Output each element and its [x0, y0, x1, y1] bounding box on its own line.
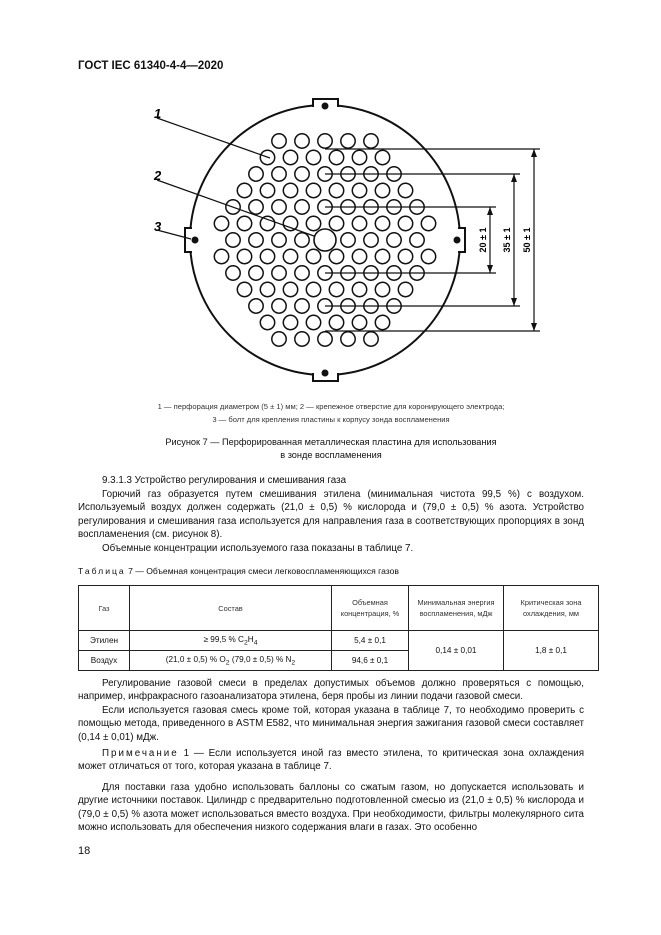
electrode-hole	[314, 229, 336, 251]
cell-gas: Воздух	[79, 651, 130, 671]
perforation-hole	[295, 200, 309, 214]
perforation-hole	[272, 167, 286, 181]
perforation-hole	[283, 249, 297, 263]
page-number: 18	[78, 845, 91, 857]
perforation-hole	[306, 150, 320, 164]
th-concentration: Объемная концентрация, %	[332, 586, 409, 631]
perforation-hole	[375, 216, 389, 230]
perforation-hole	[249, 233, 263, 247]
perforation-hole	[375, 315, 389, 329]
perforation-hole	[295, 233, 309, 247]
perforation-hole	[364, 233, 378, 247]
perforation-hole	[249, 299, 263, 313]
th-zone: Критическая зона охлаждения, мм	[504, 586, 599, 631]
paragraph-4: Если используется газовая смесь кроме той, которая указана в таблице 7, то необходимо проверить с помощью метода, приведенного в ASTM E582, что минимальная энергия зажигания газовой смеси составляет (0,14 ± 0,01) мДж.	[78, 705, 584, 743]
perforation-hole	[410, 233, 424, 247]
perforation-hole	[214, 216, 228, 230]
perforation-hole	[260, 249, 274, 263]
bolt-hole-right	[454, 237, 461, 244]
perforation-hole	[214, 249, 228, 263]
perforation-hole	[387, 233, 401, 247]
perforation-hole	[260, 315, 274, 329]
table-caption	[78, 566, 399, 576]
perforation-hole	[352, 150, 366, 164]
callout-2: 2	[154, 168, 162, 183]
section-heading: 9.3.1.3 Устройство регулирования и смешивания газа	[102, 475, 347, 486]
bolt-hole-left	[192, 237, 199, 244]
th-gas: Газ	[79, 586, 130, 631]
perforation-hole	[421, 249, 435, 263]
dim-label-35: 35 ± 1	[502, 227, 512, 253]
perforation-hole	[318, 134, 332, 148]
th-composition: Состав	[130, 586, 332, 631]
perforation-hole	[318, 332, 332, 346]
paragraph-3: Регулирование газовой смеси в пределах допустимых объемов должно проверяться с помощью, например, инфракрасного газоанализатора этилена, беря пробы из линии подачи газовой смеси.	[78, 678, 584, 703]
cell-composition: ≥ 99,5 % $C_2H_4$	[130, 631, 332, 651]
perforation-hole	[375, 282, 389, 296]
tab-hole-top	[322, 103, 329, 110]
perforation-hole	[295, 167, 309, 181]
perforation-hole	[306, 249, 320, 263]
perforation-hole	[306, 282, 320, 296]
paragraph-5: Для поставки газа удобно использовать баллоны со сжатым газом, но допускается использовать и другие источники поставок. Цилиндр с предварительно подготовленной смесью из (21,0 ± 0,5) % кислорода и (79,0 ± 0,5) % азота может использоваться вместо воздуха. При необходимости, фильтры молекулярного сита можно использовать для обеспечения низкого содержания влаги в газах. Это особенно	[78, 782, 584, 833]
figure-title	[78, 436, 584, 462]
tab-hole-bottom	[322, 370, 329, 377]
note	[78, 747, 584, 774]
perforation-hole	[237, 249, 251, 263]
perforation-hole	[272, 134, 286, 148]
perforation-hole	[249, 200, 263, 214]
perforation-hole	[421, 216, 435, 230]
perforation-hole	[329, 183, 343, 197]
perforation-hole	[237, 216, 251, 230]
perforation-hole	[272, 332, 286, 346]
paragraph-2: Объемные концентрации используемого газа показаны в таблице 7.	[102, 543, 414, 554]
perforation-hole	[283, 315, 297, 329]
leader-1	[157, 118, 270, 158]
perforation-hole	[329, 315, 343, 329]
perforation-hole	[295, 134, 309, 148]
note-label: Примечание	[102, 748, 179, 759]
perforation-hole	[352, 249, 366, 263]
cell-concentration: 5,4 ± 0,1	[332, 631, 409, 651]
perforation-hole	[375, 183, 389, 197]
perforation-hole	[329, 249, 343, 263]
perforation-hole	[249, 266, 263, 280]
perforation-hole	[352, 282, 366, 296]
perforation-hole	[295, 266, 309, 280]
perforation-hole	[352, 315, 366, 329]
perforation-hole	[272, 266, 286, 280]
perforation-hole	[329, 282, 343, 296]
perforation-hole	[295, 332, 309, 346]
perforation-hole	[364, 332, 378, 346]
document-header: ГОСТ IEC 61340-4-4—2020	[78, 60, 224, 72]
perforation-hole	[272, 200, 286, 214]
legend-line-1: 1 — перфорация диаметром (5 ± 1) мм; 2 — крепежное отверстие для коронирующего электрода;	[157, 402, 505, 411]
gas-table	[78, 585, 599, 671]
table-caption-label: Таблица	[78, 566, 126, 576]
perforation-hole	[364, 134, 378, 148]
cell-concentration: 94,6 ± 0,1	[332, 651, 409, 671]
perforation-hole	[341, 134, 355, 148]
perforation-hole	[306, 183, 320, 197]
perforation-hole	[260, 183, 274, 197]
perforation-hole	[306, 216, 320, 230]
perforation-hole	[398, 216, 412, 230]
perforation-hole	[398, 249, 412, 263]
plate-tab-left	[185, 228, 192, 252]
paragraph-1: Горючий газ образуется путем смешивания этилена (минимальная чистота 99,5 %) с воздухом. Используемый воздух должен содержать (21,0 ± 0,5) % кислорода и (79,0 ± 0,5) % азота. Устройство регулирования и смешивания газа используется для направления газа в соответствующих пропорциях в зонд воспламенения (см. рисунок 8).	[78, 489, 584, 540]
perforation-hole	[295, 299, 309, 313]
perforation-hole	[375, 249, 389, 263]
figure-legend	[78, 400, 584, 426]
cell-zone: 1,8 ± 0,1	[504, 631, 599, 671]
perforated-plate-figure	[0, 0, 661, 400]
perforation-hole	[398, 183, 412, 197]
perforation-hole	[352, 183, 366, 197]
table-row	[79, 631, 599, 651]
perforation-hole	[375, 150, 389, 164]
perforation-hole	[272, 299, 286, 313]
cell-energy: 0,14 ± 0,01	[409, 631, 504, 671]
perforation-hole	[283, 282, 297, 296]
perforation-hole	[329, 150, 343, 164]
table-caption-text: 7 — Объемная концентрация смеси легковоспламеняющихся газов	[128, 566, 399, 576]
perforation-hole	[226, 266, 240, 280]
perforation-hole	[329, 216, 343, 230]
perforation-hole	[249, 167, 263, 181]
table-header-row	[79, 586, 599, 631]
cell-gas: Этилен	[79, 631, 130, 651]
perforation-hole	[341, 332, 355, 346]
perforation-hole	[341, 233, 355, 247]
perforation-hole	[260, 216, 274, 230]
perforation-hole	[272, 233, 286, 247]
perforation-hole	[352, 216, 366, 230]
perforation-hole	[237, 183, 251, 197]
perforation-hole	[283, 216, 297, 230]
figure-title-line-1: Рисунок 7 — Перфорированная металлическая пластина для использования	[165, 437, 497, 447]
perforation-hole	[237, 282, 251, 296]
perforation-hole	[398, 282, 412, 296]
perforation-hole	[226, 233, 240, 247]
dim-label-50: 50 ± 1	[522, 227, 532, 253]
dim-label-20: 20 ± 1	[478, 227, 488, 253]
legend-line-2: 3 — болт для крепления пластины к корпусу зонда воспламенения	[212, 415, 450, 424]
callout-1: 1	[154, 106, 162, 121]
perforation-hole	[283, 150, 297, 164]
figure-title-line-2: в зонде воспламенения	[280, 450, 382, 460]
th-energy: Минимальная энергия воспламенения, мДж	[409, 586, 504, 631]
callout-3: 3	[154, 219, 162, 234]
note-text: 1 — Если используется иной газ вместо этилена, то критическая зона охлаждения может отличаться от того, которая указана в таблице 7.	[78, 748, 584, 773]
perforation-hole	[260, 282, 274, 296]
perforation-hole	[283, 183, 297, 197]
cell-composition: (21,0 ± 0,5) % $O_2$ (79,0 ± 0,5) % $N_2$	[130, 651, 332, 671]
perforation-hole	[306, 315, 320, 329]
